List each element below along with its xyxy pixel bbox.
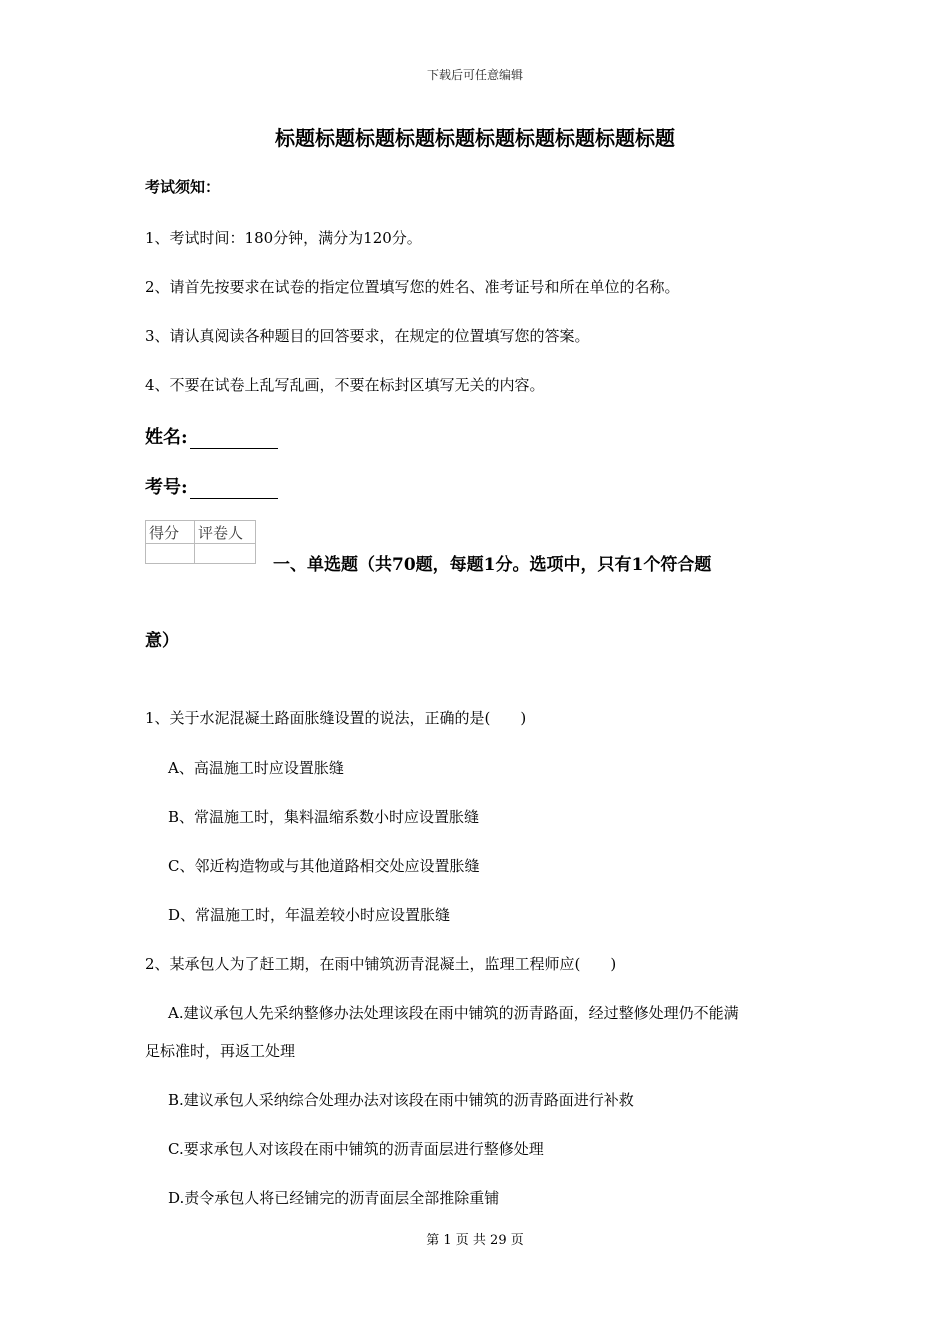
section-title: 一、单选题（共70题，每题1分。选项中，只有1个符合题 — [273, 555, 712, 575]
question-2-option-a: A.建议承包人先采纳整修办法处理该段在雨中铺筑的沥青路面，经过整修处理仍不能满 — [168, 1004, 739, 1022]
question-1-stem: 1、关于水泥混凝土路面胀缝设置的说法，正确的是( ) — [145, 709, 527, 727]
score-table — [145, 520, 256, 564]
grader-cell[interactable] — [195, 544, 256, 564]
name-label: 姓名: — [145, 427, 188, 448]
score-cell[interactable] — [146, 544, 195, 564]
question-2-option-a-cont: 足标准时，再返工处理 — [145, 1042, 296, 1060]
question-2-stem: 2、某承包人为了赶工期，在雨中铺筑沥青混凝土，监理工程师应( ) — [145, 955, 617, 973]
document-title: 标题标题标题标题标题标题标题标题标题标题 — [275, 126, 675, 150]
page-footer: 第 1 页 共 29 页 — [426, 1233, 524, 1248]
question-1-option-a: A、高温施工时应设置胀缝 — [168, 759, 344, 777]
question-2-option-d: D.责令承包人将已经铺完的沥青面层全部推除重铺 — [168, 1189, 500, 1207]
name-field — [145, 423, 278, 449]
question-1-option-b: B、常温施工时，集料温缩系数小时应设置胀缝 — [168, 808, 480, 826]
question-2-option-c: C.要求承包人对该段在雨中铺筑的沥青面层进行整修处理 — [168, 1140, 544, 1158]
question-1-option-d: D、常温施工时，年温差较小时应设置胀缝 — [168, 906, 451, 924]
notice-heading: 考试须知： — [145, 178, 221, 196]
notice-item-1: 1、考试时间：180分钟，满分为120分。 — [145, 229, 422, 247]
header-note: 下载后可任意编辑 — [426, 68, 523, 82]
notice-item-3: 3、请认真阅读各种题目的回答要求，在规定的位置填写您的答案。 — [145, 327, 590, 345]
question-2-option-b: B.建议承包人采纳综合处理办法对该段在雨中铺筑的沥青路面进行补救 — [168, 1091, 634, 1109]
id-field — [145, 473, 278, 499]
notice-item-2: 2、请首先按要求在试卷的指定位置填写您的姓名、准考证号和所在单位的名称。 — [145, 278, 680, 296]
name-blank[interactable] — [190, 430, 278, 449]
question-1-option-c: C、邻近构造物或与其他道路相交处应设置胀缝 — [168, 857, 480, 875]
notice-item-4: 4、不要在试卷上乱写乱画，不要在标封区填写无关的内容。 — [145, 376, 545, 394]
section-title-cont: 意） — [145, 631, 179, 651]
grader-header: 评卷人 — [195, 521, 256, 544]
id-label: 考号: — [145, 477, 188, 498]
score-header: 得分 — [146, 521, 195, 544]
id-blank[interactable] — [190, 480, 278, 499]
